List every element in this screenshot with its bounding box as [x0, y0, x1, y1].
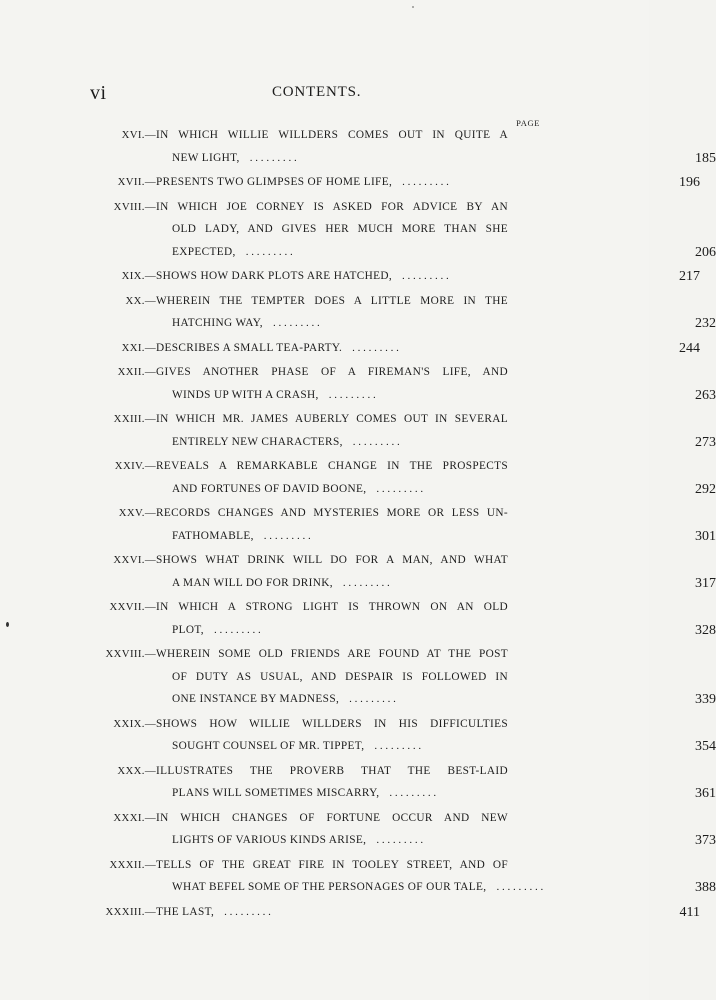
dot-leader: . . . . . . . . . — [213, 623, 261, 636]
dot-leader: . . . . . . . . . — [376, 482, 424, 495]
page-reference: 232 — [695, 316, 716, 331]
dot-leader: . . . . . . . . . — [272, 317, 320, 329]
chapter-title-text: PRESENTS TWO GLIMPSES OF HOME LIFE, — [156, 176, 393, 188]
dot-leader: . . . . . . . . . — [352, 435, 400, 448]
dot-leader: . . . . . . . . . — [389, 787, 437, 799]
chapter-title-line — [172, 478, 716, 501]
chapter-title-text: IN WHICH CHANGES OF FORTUNE OCCUR AND NEW — [156, 811, 508, 824]
chapter-title-line — [172, 666, 649, 689]
chapter-title-line — [172, 384, 716, 407]
toc-entry — [0, 502, 716, 547]
toc-entry — [0, 196, 716, 264]
page-number: vi — [90, 82, 107, 104]
chapter-title-line — [172, 619, 716, 642]
toc-entry — [0, 901, 700, 924]
chapter-title-text: WINDS UP WITH A CRASH, — [172, 388, 319, 401]
chapter-title-line — [156, 643, 649, 666]
chapter-title-text: THE LAST, — [156, 905, 215, 918]
dot-leader: . . . . . . . . . — [342, 576, 390, 589]
chapter-title-text: AND FORTUNES OF DAVID BOONE, — [172, 482, 367, 495]
chapter-number: XXXI.— — [113, 811, 156, 824]
chapter-title-line — [156, 760, 649, 783]
chapter-title-line — [156, 290, 649, 313]
page-reference: 217 — [679, 269, 700, 284]
chapter-number: XXVIII.— — [105, 648, 156, 660]
dot-leader: . . . . . . . . . — [349, 693, 396, 705]
chapter-title-line — [172, 876, 716, 899]
chapter-title-line — [156, 361, 649, 384]
chapter-title-text: EXPECTED, — [172, 245, 236, 258]
chapter-title-text: ENTIRELY NEW CHARACTERS, — [172, 435, 343, 448]
toc-entry — [0, 171, 700, 194]
chapter-title-line — [156, 455, 649, 478]
chapter-title-text: PLANS WILL SOMETIMES MISCARRY, — [172, 787, 380, 799]
chapter-number: XXIV.— — [114, 460, 156, 472]
chapter-title-text: WHEREIN SOME OLD FRIENDS ARE FOUND AT THE POST — [156, 648, 508, 660]
page-column-label: PAGE — [516, 118, 540, 128]
chapter-title-line — [172, 431, 716, 454]
chapter-title-text: REVEALS A REMARKABLE CHANGE IN THE PROSPECTS — [156, 460, 508, 472]
toc-entry — [0, 124, 716, 169]
chapter-title-line — [172, 218, 649, 241]
toc-entry — [0, 807, 716, 852]
running-head — [90, 82, 510, 106]
chapter-title-text: RECORDS CHANGES AND MYSTERIES MORE OR LESS UN- — [156, 507, 508, 519]
chapter-title-line — [156, 713, 649, 736]
chapter-title-text: SHOWS HOW WILLIE WILLDERS IN HIS DIFFICULTIES — [156, 717, 508, 730]
toc-entry — [0, 455, 716, 500]
toc-entry — [0, 643, 716, 711]
toc-entry — [0, 337, 700, 360]
dot-leader: . . . . . . . . . — [402, 270, 449, 282]
chapter-title-text: DESCRIBES A SMALL TEA-PARTY. — [156, 341, 343, 354]
chapter-number: XXV.— — [118, 507, 156, 519]
chapter-number: XXII.— — [117, 366, 156, 378]
chapter-title-line — [156, 901, 700, 924]
chapter-title-line — [172, 241, 716, 264]
chapter-title-text: IN WHICH WILLIE WILLDERS COMES OUT IN QUITE A — [156, 129, 508, 141]
chapter-number: XXXII.— — [109, 858, 156, 871]
chapter-title-line — [156, 854, 649, 877]
chapter-title-line — [156, 408, 649, 431]
chapter-number: XVII.— — [117, 176, 156, 188]
chapter-title-text: A MAN WILL DO FOR DRINK, — [172, 576, 333, 589]
chapter-title-text: FATHOMABLE, — [172, 529, 254, 542]
chapter-title-line — [172, 735, 716, 758]
chapter-title-text: NEW LIGHT, — [172, 151, 240, 164]
chapter-number: XXIX.— — [113, 717, 156, 730]
page-reference: 301 — [695, 528, 716, 544]
chapter-title-line — [156, 337, 700, 360]
page-reference: 373 — [695, 833, 716, 848]
chapter-title-line — [156, 124, 649, 147]
chapter-title-line — [156, 171, 700, 194]
page-title: CONTENTS. — [272, 84, 362, 100]
chapter-title-text: WHAT BEFEL SOME OF THE PERSONAGES OF OUR TALE, — [172, 881, 487, 893]
chapter-title-text: SHOWS WHAT DRINK WILL DO FOR A MAN, AND WHAT — [156, 554, 508, 566]
chapter-title-line — [172, 525, 716, 548]
chapter-title-text: OLD LADY, AND GIVES HER MUCH MORE THAN SHE — [172, 223, 508, 235]
toc-entry — [0, 596, 716, 641]
chapter-number: XVIII.— — [113, 200, 156, 213]
chapter-title-text: HATCHING WAY, — [172, 317, 263, 329]
page-reference: 339 — [695, 692, 716, 707]
dot-leader: . . . . . . . . . — [249, 151, 297, 164]
toc-entry — [0, 760, 716, 805]
chapter-number: XVI.— — [121, 129, 156, 141]
dot-leader: . . . . . . . . . — [263, 529, 311, 542]
chapter-title-text: TELLS OF THE GREAT FIRE IN TOOLEY STREET, AND OF — [156, 858, 508, 871]
page-reference: 361 — [695, 786, 716, 801]
chapter-number: XXI.— — [121, 341, 156, 354]
dot-leader: . . . . . . . . . — [402, 176, 449, 188]
chapter-title-text: SHOWS HOW DARK PLOTS ARE HATCHED, — [156, 270, 393, 282]
page-reference: 273 — [695, 434, 716, 450]
page-reference: 206 — [695, 244, 716, 260]
toc-entry — [0, 854, 716, 899]
page-reference: 411 — [679, 904, 700, 920]
page-reference: 328 — [695, 622, 716, 638]
page-reference: 263 — [695, 387, 716, 403]
chapter-title-line — [156, 549, 649, 572]
chapter-number: XIX.— — [121, 270, 156, 282]
chapter-title-line — [156, 502, 649, 525]
toc-entry — [0, 290, 716, 335]
dot-leader: . . . . . . . . . — [352, 341, 399, 354]
chapter-title-line — [156, 265, 700, 288]
chapter-title-text: PLOT, — [172, 623, 204, 636]
paper-speck — [6, 622, 9, 627]
chapter-title-line — [172, 147, 716, 170]
chapter-number: XXX.— — [117, 764, 156, 777]
toc-entry — [0, 408, 716, 453]
chapter-title-line — [172, 572, 716, 595]
page-reference: 244 — [679, 340, 700, 356]
dot-leader: . . . . . . . . . — [224, 905, 271, 918]
dot-leader: . . . . . . . . . — [245, 245, 293, 258]
dot-leader: . . . . . . . . . — [496, 881, 544, 893]
toc-entry — [0, 265, 700, 288]
chapter-title-text: IN WHICH JOE CORNEY IS ASKED FOR ADVICE BY AN — [156, 200, 508, 213]
page-reference: 317 — [695, 575, 716, 591]
chapter-title-text: ILLUSTRATES THE PROVERB THAT THE BEST-LAID — [156, 764, 508, 777]
chapter-number: XXXIII.— — [105, 905, 156, 918]
chapter-title-text: WHEREIN THE TEMPTER DOES A LITTLE MORE IN THE — [156, 294, 508, 307]
chapter-number: XX.— — [125, 294, 156, 307]
toc-entry — [0, 713, 716, 758]
chapter-title-text: GIVES ANOTHER PHASE OF A FIREMAN'S LIFE, AND — [156, 366, 508, 378]
page-reference: 185 — [695, 150, 716, 166]
toc-entry — [0, 549, 716, 594]
chapter-title-text: SOUGHT COUNSEL OF MR. TIPPET, — [172, 740, 365, 752]
toc-entry — [0, 361, 716, 406]
chapter-title-line — [156, 196, 649, 219]
page-reference: 354 — [695, 739, 716, 754]
page-reference: 292 — [695, 481, 716, 497]
chapter-title-line — [156, 596, 649, 619]
chapter-title-line — [172, 829, 716, 852]
page-reference: 196 — [679, 175, 700, 190]
chapter-title-line — [172, 688, 716, 711]
chapter-number: XXIII.— — [113, 413, 156, 425]
page-reference: 388 — [695, 880, 716, 895]
chapter-title-text: ONE INSTANCE BY MADNESS, — [172, 693, 340, 705]
table-of-contents — [0, 124, 716, 923]
chapter-title-line — [172, 782, 716, 805]
dot-leader: . . . . . . . . . — [376, 834, 424, 846]
dot-leader: . . . . . . . . . — [374, 740, 422, 752]
dot-leader: . . . . . . . . . — [328, 388, 376, 401]
chapter-number: XXVI.— — [113, 554, 156, 566]
chapter-title-text: OF DUTY AS USUAL, AND DESPAIR IS FOLLOWED IN — [172, 670, 508, 683]
chapter-title-line — [172, 312, 716, 335]
chapter-title-text: IN WHICH MR. JAMES AUBERLY COMES OUT IN SEVERAL — [156, 413, 508, 425]
paper-speck — [412, 6, 414, 8]
chapter-title-line — [156, 807, 649, 830]
chapter-title-text: IN WHICH A STRONG LIGHT IS THROWN ON AN OLD — [156, 601, 508, 613]
chapter-title-text: LIGHTS OF VARIOUS KINDS ARISE, — [172, 834, 367, 846]
chapter-number: XXVII.— — [109, 601, 156, 613]
